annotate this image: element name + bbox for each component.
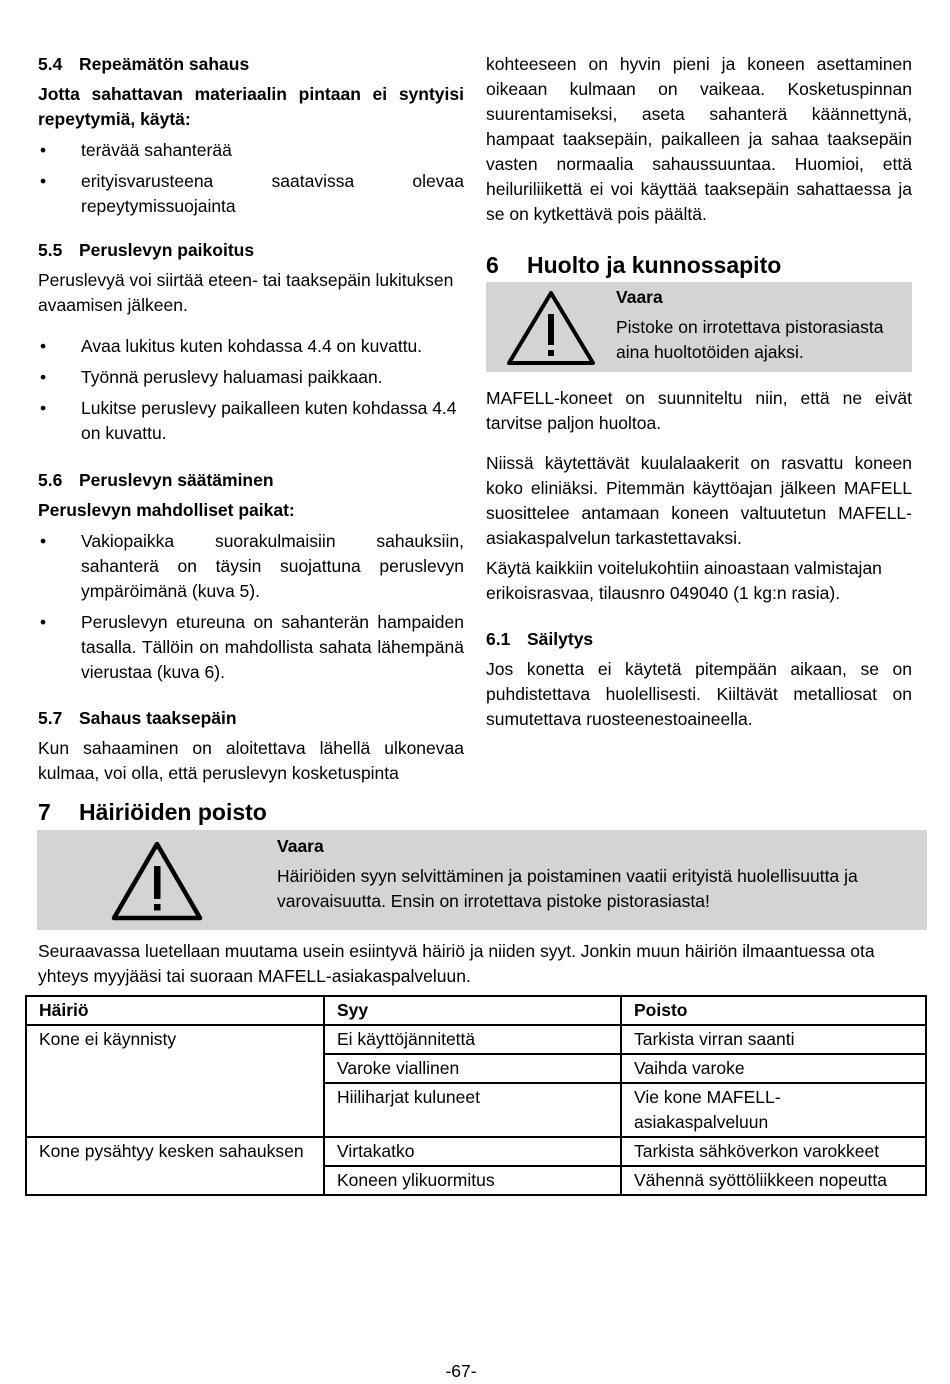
warning-triangle-icon	[37, 838, 277, 922]
column-header-cause: Syy	[324, 996, 621, 1025]
table-cell-cause: Hiiliharjat kuluneet	[324, 1083, 621, 1137]
warning-title: Vaara	[616, 287, 663, 307]
warning-box-troubleshooting	[37, 830, 927, 930]
table-cell-cause: Koneen ylikuormitus	[324, 1166, 621, 1195]
section-7-intro: Seuraavassa luetellaan muutama usein esiintyvä häiriö ja niiden syyt. Jonkin muun häiriön ilmaantuessa ota yhteys myyjääsi tai suoraan MAFELL-asiakaspalveluun.	[38, 941, 875, 986]
list-item: • terävää sahanterää	[38, 138, 464, 163]
section-6-paragraph-2: Niissä käytettävät kuulalaakerit on rasvattu koneen koko eliniäksi. Pitemmän käyttöajan jälkeen MAFELL suosittelee antamaan koneen valtuutetun MAFELL-asiakaspalvelun tarkastettavaksi.	[486, 453, 912, 548]
list-item: • Peruslevyn etureuna on sahanterän hampaiden tasalla. Tällöin on mahdollista sahata lähempänä vierustaa (kuva 6).	[38, 610, 464, 685]
troubleshooting-table	[25, 995, 927, 1196]
section-5-5-list	[38, 334, 464, 446]
section-5-4-list	[38, 138, 464, 219]
section-6-1-text: Jos konetta ei käytetä pitempään aikaan, se on puhdistettava huolellisesti. Kiiltävät metalliosat on sumutettava ruosteenestoaineella.	[486, 659, 912, 729]
section-5-7-text: Kun sahaaminen on aloitettava lähellä ulkonevaa kulmaa, voi olla, että peruslevyn kosketuspinta	[38, 738, 464, 783]
warning-triangle-icon	[486, 287, 616, 367]
warning-text: Häiriöiden syyn selvittäminen ja poistaminen vaatii erityistä huolellisuutta ja varovaisuutta. Ensin on irrotettava pistoke pistorasiasta!	[277, 866, 858, 911]
table-cell-remedy: Vähennä syöttöliikkeen nopeutta	[621, 1166, 926, 1195]
heading-5-5: 5.5 Peruslevyn paikoitus	[38, 240, 255, 260]
left-column	[38, 52, 464, 786]
table-cell-cause: Varoke viallinen	[324, 1054, 621, 1083]
column-header-remedy: Poisto	[621, 996, 926, 1025]
warning-box-maintenance	[486, 282, 912, 372]
section-5-7-continued: kohteeseen on hyvin pieni ja koneen asettaminen oikeaan kulmaan on vaikeaa. Kosketuspinnan suurentamiseksi, aseta sahanterä käännettynä, hampaat taaksepäin, paikalleen ja sahaa taaksepäin vasten normaalia sahaussuuntaa. Huomioi, että heiluriliikettä ei voi käyttää taaksepäin sahattaessa ja se on kytkettävä pois päältä.	[486, 54, 912, 224]
list-item: • Työnnä peruslevy haluamasi paikkaan.	[38, 365, 464, 390]
table-cell-fault: Kone ei käynnisty	[26, 1025, 324, 1137]
list-item: • Avaa lukitus kuten kohdassa 4.4 on kuvattu.	[38, 334, 464, 359]
section-5-5-text: Peruslevyä voi siirtää eteen- tai taaksepäin lukituksen avaamisen jälkeen.	[38, 270, 454, 315]
warning-content	[616, 285, 912, 369]
column-header-fault: Häiriö	[26, 996, 324, 1025]
table-cell-cause: Virtakatko	[324, 1137, 621, 1166]
heading-5-6: 5.6 Peruslevyn säätäminen	[38, 470, 274, 490]
list-item: • Lukitse peruslevy paikalleen kuten kohdassa 4.4 on kuvattu.	[38, 396, 464, 446]
right-column	[486, 52, 912, 732]
heading-5-7: 5.7 Sahaus taaksepäin	[38, 708, 237, 728]
table-header-row	[26, 996, 926, 1025]
heading-6-1: 6.1 Säilytys	[486, 629, 594, 649]
table-cell-remedy: Tarkista sähköverkon varokkeet	[621, 1137, 926, 1166]
list-item: • erityisvarusteena saatavissa olevaa repeytymissuojainta	[38, 169, 464, 219]
table-cell-fault: Kone pysähtyy kesken sahauksen	[26, 1137, 324, 1195]
section-5-6-list	[38, 529, 464, 685]
table-row	[26, 1137, 926, 1166]
page-number: -67-	[445, 1361, 477, 1381]
table-cell-remedy: Tarkista virran saanti	[621, 1025, 926, 1054]
table-cell-cause: Ei käyttöjännitettä	[324, 1025, 621, 1054]
section-6-paragraph-3: Käytä kaikkiin voitelukohtiin ainoastaan valmistajan erikoisrasvaa, tilausnro 049040 (1 kg:n rasia).	[486, 558, 882, 603]
heading-5-4: 5.4 Repeämätön sahaus	[38, 54, 250, 74]
heading-6: 6 Huolto ja kunnossapito	[486, 252, 782, 278]
table-cell-remedy: Vaihda varoke	[621, 1054, 926, 1083]
section-5-6-subtitle: Peruslevyn mahdolliset paikat:	[38, 500, 295, 520]
list-item: • Vakiopaikka suorakulmaisiin sahauksiin, sahanterä on täysin suojattuna peruslevyn ympäröimänä (kuva 5).	[38, 529, 464, 604]
section-5-4-intro: Jotta sahattavan materiaalin pintaan ei syntyisi repeytymiä, käytä:	[38, 84, 464, 129]
warning-content	[277, 834, 927, 926]
section-6-paragraph-1: MAFELL-koneet on suunniteltu niin, että ne eivät tarvitse paljon huoltoa.	[486, 388, 912, 433]
warning-title: Vaara	[277, 836, 324, 856]
heading-7: 7 Häiriöiden poisto	[38, 799, 267, 825]
table-row	[26, 1025, 926, 1054]
table-cell-remedy: Vie kone MAFELL-asiakaspalveluun	[621, 1083, 926, 1137]
warning-text: Pistoke on irrotettava pistorasiasta aina huoltotöiden ajaksi.	[616, 317, 884, 362]
